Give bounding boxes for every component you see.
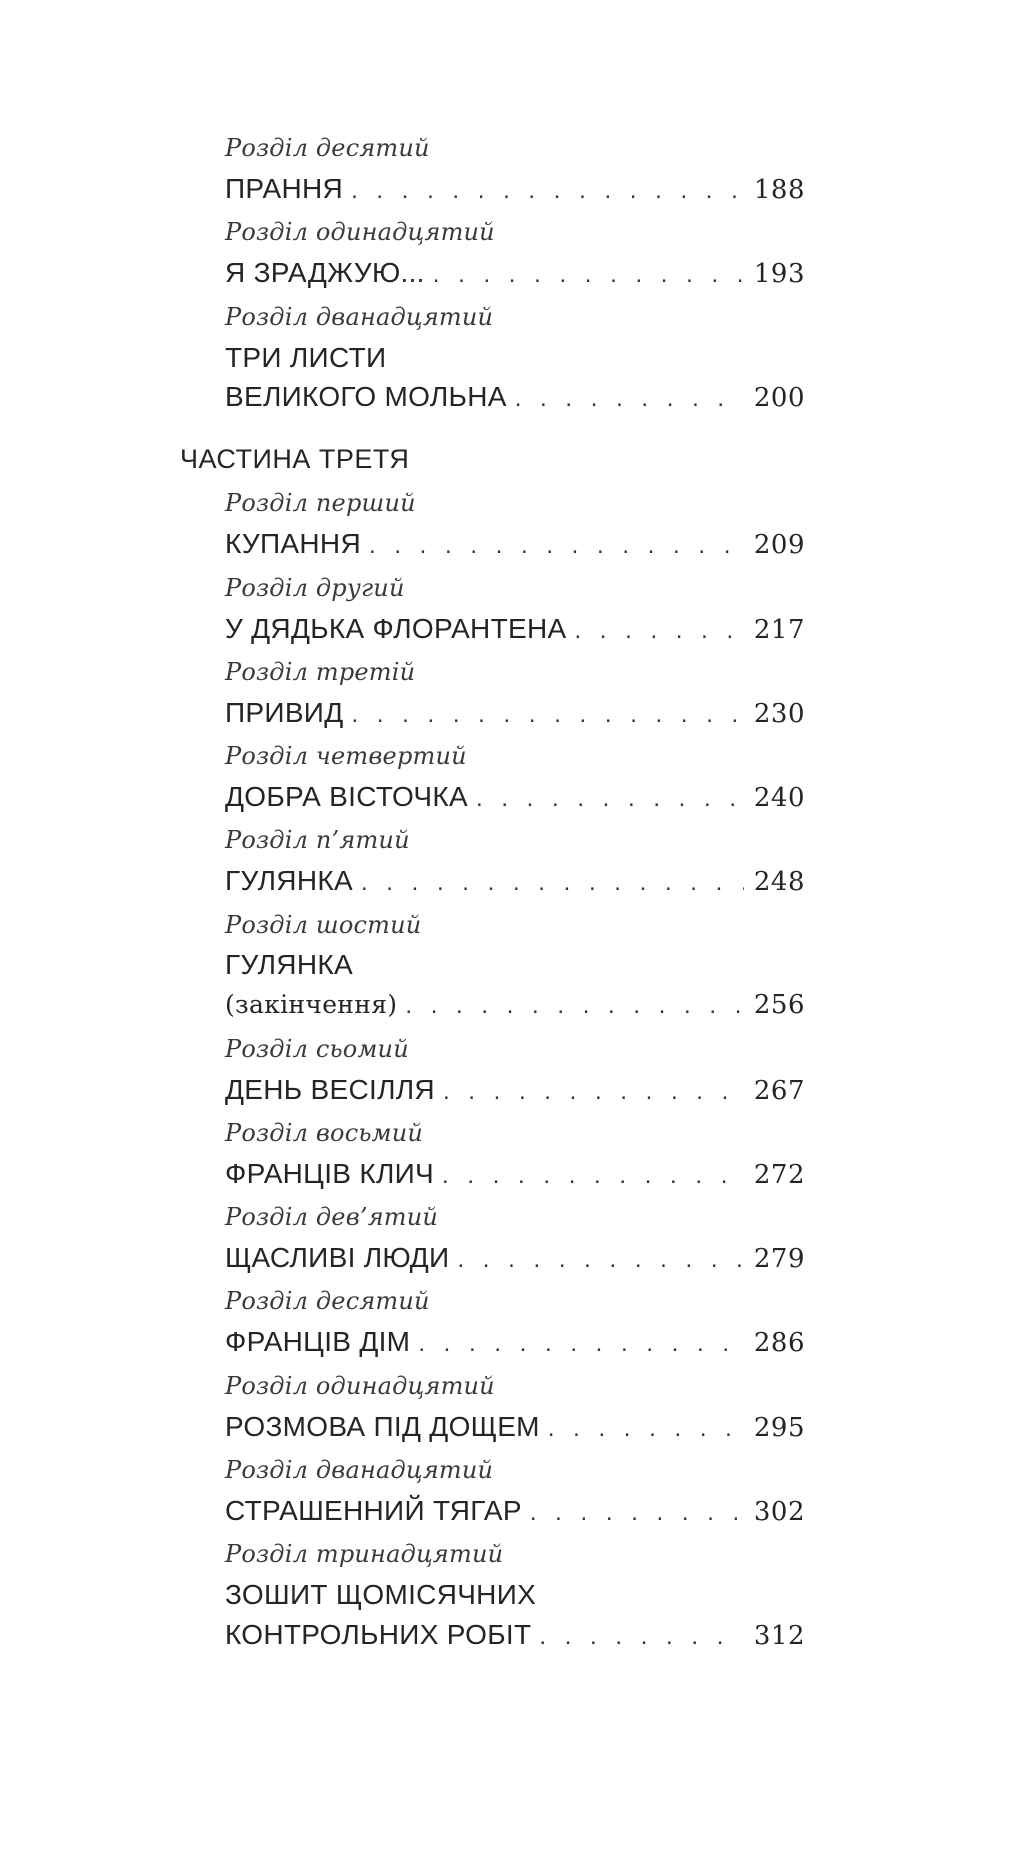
toc-entry[interactable] <box>225 522 805 566</box>
chapter-label: Розділ восьмий <box>225 1119 424 1147</box>
chapter-title-line: ГУЛЯНКА <box>225 949 353 980</box>
chapter-title: ПРАННЯ <box>225 173 344 204</box>
chapter-title: ПРИВИД <box>225 697 344 728</box>
chapter-label: Розділ дванадцятий <box>225 1456 494 1484</box>
toc-entry[interactable] <box>225 251 805 295</box>
toc-entry[interactable] <box>225 1152 805 1196</box>
chapter-label: Розділ перший <box>225 489 416 517</box>
chapter-label: Розділ шостий <box>225 911 422 939</box>
page-number: 240 <box>753 783 805 813</box>
page-number: 267 <box>753 1076 805 1106</box>
dot-leader <box>443 1070 744 1114</box>
chapter-title-line: ТРИ ЛИСТИ <box>225 342 387 373</box>
toc-entry[interactable] <box>225 1236 805 1280</box>
chapter-label: Розділ п’ятий <box>225 826 410 854</box>
dot-leader <box>476 777 744 821</box>
chapter-label: Розділ сьомий <box>225 1035 409 1063</box>
page-number: 200 <box>753 383 805 413</box>
toc-entry[interactable] <box>225 1320 805 1364</box>
toc-entry[interactable] <box>225 167 805 211</box>
chapter-label: Розділ одинадцятий <box>225 218 495 246</box>
page-number: 230 <box>753 699 805 729</box>
dot-leader <box>361 861 744 905</box>
page-number: 188 <box>753 175 805 205</box>
page-number: 272 <box>753 1160 805 1190</box>
toc-entry[interactable] <box>225 859 805 903</box>
dot-leader <box>515 377 744 421</box>
part-heading: ЧАСТИНА ТРЕТЯ <box>180 444 410 474</box>
chapter-label: Розділ другий <box>225 574 405 602</box>
chapter-title: (закінчення) <box>225 990 398 1019</box>
dot-leader <box>457 1238 743 1282</box>
dot-leader <box>418 1322 744 1366</box>
chapter-title: У ДЯДЬКА ФЛОРАНТЕНА <box>225 613 567 644</box>
page-number: 302 <box>753 1497 805 1527</box>
toc-entry[interactable] <box>225 1489 805 1533</box>
dot-leader <box>405 984 744 1028</box>
chapter-title: ДОБРА ВІСТОЧКА <box>225 781 468 812</box>
dot-leader <box>442 1154 744 1198</box>
toc-entry[interactable] <box>225 1405 805 1449</box>
page-number: 286 <box>753 1328 805 1358</box>
toc-entry[interactable] <box>225 775 805 819</box>
chapter-title: ГУЛЯНКА <box>225 865 353 896</box>
chapter-label: Розділ дев’ятий <box>225 1203 439 1231</box>
dot-leader <box>352 693 744 737</box>
toc-entry[interactable] <box>225 1068 805 1112</box>
page-number: 193 <box>753 259 805 289</box>
chapter-label: Розділ четвертий <box>225 742 467 770</box>
chapter-title: КУПАННЯ <box>225 528 361 559</box>
toc-entry[interactable] <box>225 607 805 651</box>
toc-entry[interactable] <box>225 375 805 419</box>
dot-leader <box>548 1407 744 1451</box>
chapter-title: ЩАСЛИВІ ЛЮДИ <box>225 1242 450 1273</box>
chapter-title: ФРАНЦІВ ДІМ <box>225 1326 411 1357</box>
page-number: 217 <box>753 615 805 645</box>
page-number: 256 <box>753 990 805 1020</box>
toc-entry[interactable] <box>225 983 805 1027</box>
chapter-title: ВЕЛИКОГО МОЛЬНА <box>225 381 507 412</box>
page-number: 295 <box>753 1413 805 1443</box>
toc-entry[interactable] <box>225 1613 805 1657</box>
chapter-title-line: ЗОШИТ ЩОМІСЯЧНИХ <box>225 1579 537 1610</box>
dot-leader <box>351 169 744 213</box>
dot-leader <box>433 253 744 297</box>
chapter-label: Розділ десятий <box>225 134 430 162</box>
chapter-title: ДЕНЬ ВЕСІЛЛЯ <box>225 1074 435 1105</box>
dot-leader <box>539 1615 743 1659</box>
chapter-label: Розділ тринадцятий <box>225 1540 504 1568</box>
dot-leader <box>574 609 743 653</box>
page-number: 209 <box>753 530 805 560</box>
dot-leader <box>530 1491 744 1535</box>
page-number: 312 <box>753 1621 805 1651</box>
page-number: 279 <box>753 1244 805 1274</box>
chapter-label: Розділ дванадцятий <box>225 303 494 331</box>
chapter-title: РОЗМОВА ПІД ДОЩЕМ <box>225 1411 540 1442</box>
chapter-label: Розділ десятий <box>225 1287 430 1315</box>
chapter-label: Розділ третій <box>225 658 416 686</box>
toc-entry[interactable] <box>225 691 805 735</box>
chapter-title: Я ЗРАДЖУЮ... <box>225 257 425 288</box>
dot-leader <box>369 524 744 568</box>
chapter-title: СТРАШЕННИЙ ТЯГАР <box>225 1495 522 1526</box>
chapter-label: Розділ одинадцятий <box>225 1372 495 1400</box>
chapter-title: ФРАНЦІВ КЛИЧ <box>225 1158 435 1189</box>
page-number: 248 <box>753 867 805 897</box>
chapter-title: КОНТРОЛЬНИХ РОБІТ <box>225 1619 532 1650</box>
